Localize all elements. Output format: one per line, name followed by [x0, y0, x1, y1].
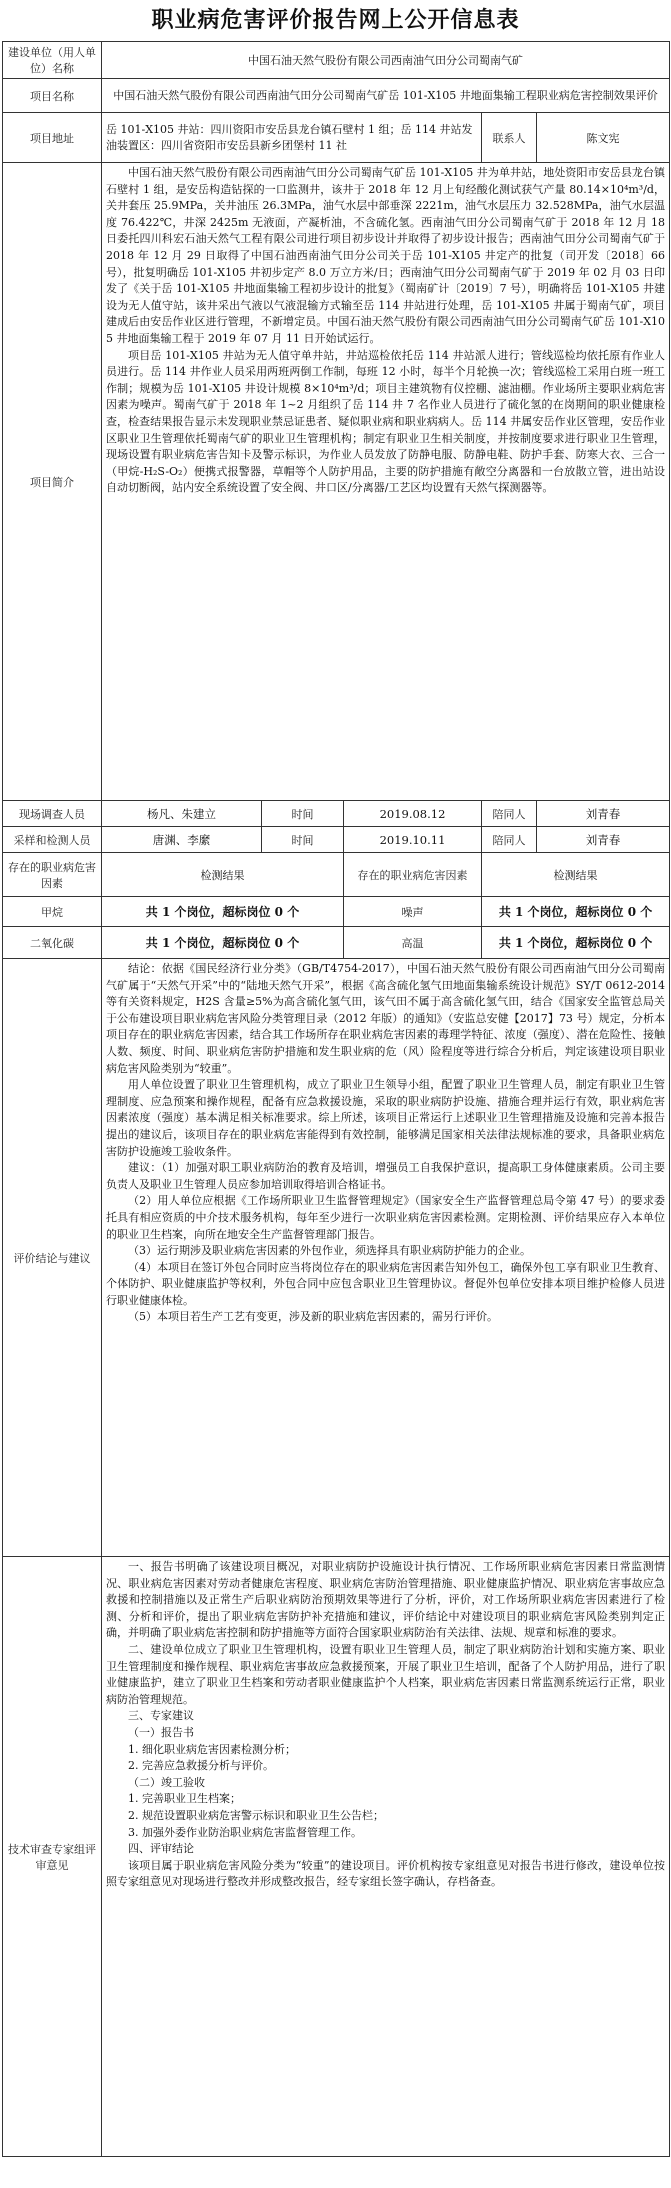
- hazard-result: 共 1 个岗位，超标岗位 0 个: [102, 897, 344, 927]
- review-section-heading: 四、评审结论: [128, 1842, 194, 1856]
- unit-value: 中国石油天然气股份有限公司西南油气田分公司蜀南气矿: [102, 42, 670, 79]
- suggestion-paragraph: （3）运行期涉及职业病危害因素的外包作业，须选择具有职业病防护能力的企业。: [128, 1244, 531, 1258]
- page-title: 职业病危害评价报告网上公开信息表: [0, 0, 671, 41]
- review-list-item: 1. 细化职业病危害因素检测分析；: [128, 1742, 296, 1756]
- hazard-result-header-right: 检测结果: [482, 853, 670, 897]
- project-value: 中国石油天然气股份有限公司西南油气田分公司蜀南气矿岳 101-X105 井地面集输工程职业病危害控制效果评价: [102, 79, 670, 113]
- row-sampling: [3, 827, 670, 853]
- suggestion-paragraph: （4）本项目在签订外包合同时应当将岗位存在的职业病危害因素告知外包工，确保外包工享有职业卫生教育、个体防护、职业健康监护等权利，外包合同中应包含职业卫生管理协议。督促外包单位安排本项目维护检修人员进行职业健康体检。: [106, 1260, 666, 1307]
- intro-content: [102, 163, 670, 801]
- review-list-item: 2. 完善应急救援分析与评价。: [128, 1759, 274, 1773]
- hazard-result: 共 1 个岗位，超标岗位 0 个: [482, 897, 670, 927]
- intro-label: 项目简介: [3, 163, 102, 801]
- intro-paragraph-2: 项目岳 101-X105 井站为无人值守单井站，井站巡检依托岳 114 井站派人进行；管线巡检均依托原有作业人员进行。岳 114 井作业人员采用两班两倒工作制，每班 12 小时，每半个月轮换一次；管线巡检工采用白班一班工作制；规模为岳 101-X105 井设计规模 8×10⁴m³/d；项目主建筑物有仪控棚、滤油棚。作业场所主要职业病危害因素为噪声。蜀南气矿于 2018 年 1~2 月组织了岳 114 井 7 名作业人员进行了硫化氢的在岗期间的职业健康检查，检查结果报告显示未发现职业禁忌证患者、疑似职业病和职业病病人。岳 114 井属安岳作业区管理，安岳作业区职业卫生管理依托蜀南气矿的职业卫生管理机构；制定有职业卫生相关制度，并按制度要求进行职业卫生管理，现场设置有职业病危害告知卡及警示标识，为作业人员发放了防静电服、防静电鞋、防护手套、防寒大衣、三合一（甲烷-H₂S-O₂）便携式报警器，草帽等个人防护用品，主要的防护措施有敞空分离器和一台放散立管，进出站设自动切断阀，站内安全系统设置了安全阀、井口区/分离器/工艺区均设置有天然气探测器等。: [106, 348, 666, 495]
- sampling-time: 2019.10.11: [344, 827, 482, 853]
- unit-label: 建设单位（用人单位）名称: [3, 42, 102, 79]
- review-paragraph: 二、建设单位成立了职业卫生管理机构，设置有职业卫生管理人员，制定了职业病防治计划和实施方案、职业卫生管理制度和操作规程、职业病危害事故应急救援预案，开展了职业卫生培训，配备了个人防护用品，进行了职业健康监护，建立了职业卫生档案和劳动者职业健康监护个人档案，职业病危害因素日常监测系统运行正常，职业病防治管理规范。: [106, 1642, 666, 1706]
- survey-persons: 杨凡、朱建立: [102, 801, 262, 827]
- sampling-accompany-label: 陪同人: [482, 827, 537, 853]
- suggestion-paragraph: （2）用人单位应根据《工作场所职业卫生监督管理规定》（国家安全生产监督管理总局令第 47 号）的要求委托具有相应资质的中介技术服务机构，每年至少进行一次职业病危害因素检测。定期检测、评价结果应存入本单位的职业卫生档案，向所在地安全生产监督管理部门报告。: [106, 1194, 666, 1241]
- conclusion-label: 评价结论与建议: [3, 959, 102, 1557]
- review-section-heading: 三、专家建议: [128, 1709, 194, 1723]
- project-label: 项目名称: [3, 79, 102, 113]
- hazard-factor-header-left: 存在的职业病危害因素: [3, 853, 102, 897]
- row-intro: [3, 163, 670, 801]
- row-conclusion: [3, 959, 670, 1557]
- row-review: [3, 1557, 670, 2157]
- suggestion-paragraph: （5）本项目若生产工艺有变更，涉及新的职业病危害因素的，需另行评价。: [128, 1310, 498, 1324]
- review-sub-heading: （二）竣工验收: [128, 1775, 205, 1789]
- contact-value: 陈文宪: [537, 113, 670, 163]
- sampling-accompany: 刘青春: [537, 827, 670, 853]
- address-value: 岳 101-X105 井站：四川资阳市安岳县龙台镇石壁村 1 组；岳 114 井站发油装置区：四川省资阳市安岳县新乡团堡村 11 社: [102, 113, 482, 163]
- conclusion-content: [102, 959, 670, 1557]
- hazard-result-header-left: 检测结果: [102, 853, 344, 897]
- review-sub-heading: （一）报告书: [128, 1725, 194, 1739]
- row-unit: [3, 42, 670, 79]
- row-address: [3, 113, 670, 163]
- sampling-time-label: 时间: [262, 827, 344, 853]
- suggestion-paragraph: 建议：（1）加强对职工职业病防治的教育及培训，增强员工自我保护意识，提高职工身体健康素质。公司主要负责人及职业卫生管理人员应参加培训取得培训合格证书。: [106, 1161, 666, 1191]
- review-label: 技术审查专家组评审意见: [3, 1557, 102, 2157]
- survey-label: 现场调查人员: [3, 801, 102, 827]
- hazard-result: 共 1 个岗位，超标岗位 0 个: [482, 927, 670, 959]
- hazard-factor: 噪声: [344, 897, 482, 927]
- review-paragraph: 该项目属于职业病危害风险分类为“较重”的建设项目。评价机构按专家组意见对报告书进行修改，建设单位按照专家组意见对现场进行整改并形成整改报告，经专家组长签字确认，存档备查。: [106, 1858, 666, 1889]
- address-label: 项目地址: [3, 113, 102, 163]
- hazard-factor: 甲烷: [3, 897, 102, 927]
- hazard-header-row: [3, 853, 670, 897]
- survey-accompany-label: 陪同人: [482, 801, 537, 827]
- review-paragraph: 一、报告书明确了该建设项目概况，对职业病防护设施设计执行情况、工作场所职业病危害因素日常监测情况、职业病危害因素对劳动者健康危害程度、职业病危害防治管理措施、职业健康监护情况、职业病危害事故应急救援和控制措施以及正常生产后职业病防治预期效果等进行了分析，评价，对工作场所职业病危害因素进行了检测、分析和评价，提出了职业病危害防护补充措施和建议，评价结论中对建设项目的职业病危害风险类别判定正确，并明确了职业病危害控制和防护措施等方面符合国家职业病防治有关法律、法规、规章和标准的要求。: [106, 1560, 666, 1640]
- review-list-item: 1. 完善职业卫生档案；: [128, 1792, 241, 1806]
- intro-paragraph-1: 中国石油天然气股份有限公司西南油气田分公司蜀南气矿岳 101-X105 井为单井站，地处资阳市安岳县龙台镇石壁村 1 组，是安岳构造钻探的一口监测井，该井于 2018 年 12 月上旬经酸化测试获气产量 80.14×10⁴m³/d，关井套压 25.9MPa，关井油压 26.3MPa，油气水层中部垂深 2221m，油气水层压力 32.528MPa，油气水层温度 76.422℃，井深 2425m 无液面，产凝析油，不含硫化氢。西南油气田分公司蜀南气矿于 2018 年 12 月 18 日委托四川科宏石油天然气工程有限公司进行项目初步设计并取得了初步设计报告；西南油气田分公司蜀南气矿于 2018 年 12 月 29 日取得了中国石油西南油气田分公司关于岳 101-X105 井定产的批复（司开发〔2018〕66 号），批复明确岳 101-X105 井初步定产 8.0 万立方米/日；西南油气田分公司蜀南气矿于 2019 年 02 月 03 日印发了《关于岳 101-X105 井地面集输工程初步设计的批复》（蜀南矿计〔2019〕7 号），明确将岳 101-X105 井建设为无人值守站，该井采出气液以气液混输方式输至岳 114 井站进行处理，岳 101-X105 井属于蜀南气矿，项目建成后由安岳作业区进行管理，不新增定员。中国石油天然气股份有限公司西南油气田分公司蜀南气矿岳 101-X105 井地面集输工程于 2019 年 07 月 11 日开始试运行。: [106, 166, 666, 345]
- review-content: [102, 1557, 670, 2157]
- review-list-item: 2. 规范设置职业病危害警示标识和职业卫生公告栏；: [128, 1808, 384, 1822]
- hazard-factor-header-right: 存在的职业病危害因素: [344, 853, 482, 897]
- sampling-label: 采样和检测人员: [3, 827, 102, 853]
- row-survey: [3, 801, 670, 827]
- survey-time: 2019.08.12: [344, 801, 482, 827]
- row-project: [3, 79, 670, 113]
- sampling-persons: 唐渊、李縻: [102, 827, 262, 853]
- info-table: [2, 41, 670, 2157]
- survey-accompany: 刘青春: [537, 801, 670, 827]
- hazard-row: [3, 897, 670, 927]
- hazard-row: [3, 927, 670, 959]
- hazard-result: 共 1 个岗位，超标岗位 0 个: [102, 927, 344, 959]
- contact-label: 联系人: [482, 113, 537, 163]
- survey-time-label: 时间: [262, 801, 344, 827]
- conclusion-paragraph: 用人单位设置了职业卫生管理机构，成立了职业卫生领导小组，配置了职业卫生管理人员，制定有职业卫生管理制度、应急预案和操作规程，配备有应急救援设施，采取的职业病防护设施、措施合理并运行有效，职业病危害因素浓度（强度）基本满足相关标准要求。综上所述，该项目正常运行上述职业卫生管理措施及设施和完善本报告提出的建议后，该项目存在的职业病危害能得到有效控制，能够满足国家相关法律法规标准的要求，具备职业病危害防护设施竣工验收条件。: [106, 1078, 666, 1158]
- review-list-item: 3. 加强外委作业防治职业病危害监督管理工作。: [128, 1825, 362, 1839]
- hazard-factor: 高温: [344, 927, 482, 959]
- conclusion-paragraph: 结论：依据《国民经济行业分类》（GB/T4754-2017），中国石油天然气股份有限公司西南油气田分公司蜀南气矿属于“天然气开采”中的“陆地天然气开采”，根据《高含硫化氢气田地面集输系统设计规范》SY/T 0612-2014 等有关资料规定，H2S 含量≥5%为高含硫化氢气田，该气田不属于高含硫化氢气田，结合《国家安全监管总局关于公布建设项目职业病危害风险分类管理目录（2012 年版）的通知》（安监总安健【2017】73 号）规定，分析本项目存在的职业病危害因素，结合其工作场所存在职业病危害因素的毒理学特征、浓度（强度）、潜在危险性、接触人数、频度、时间、职业病危害防护措施和发生职业病的危（风）险程度等进行综合分析后，判定该建设项目职业病危害风险类别为“较重”。: [106, 962, 666, 1075]
- hazard-factor: 二氧化碳: [3, 927, 102, 959]
